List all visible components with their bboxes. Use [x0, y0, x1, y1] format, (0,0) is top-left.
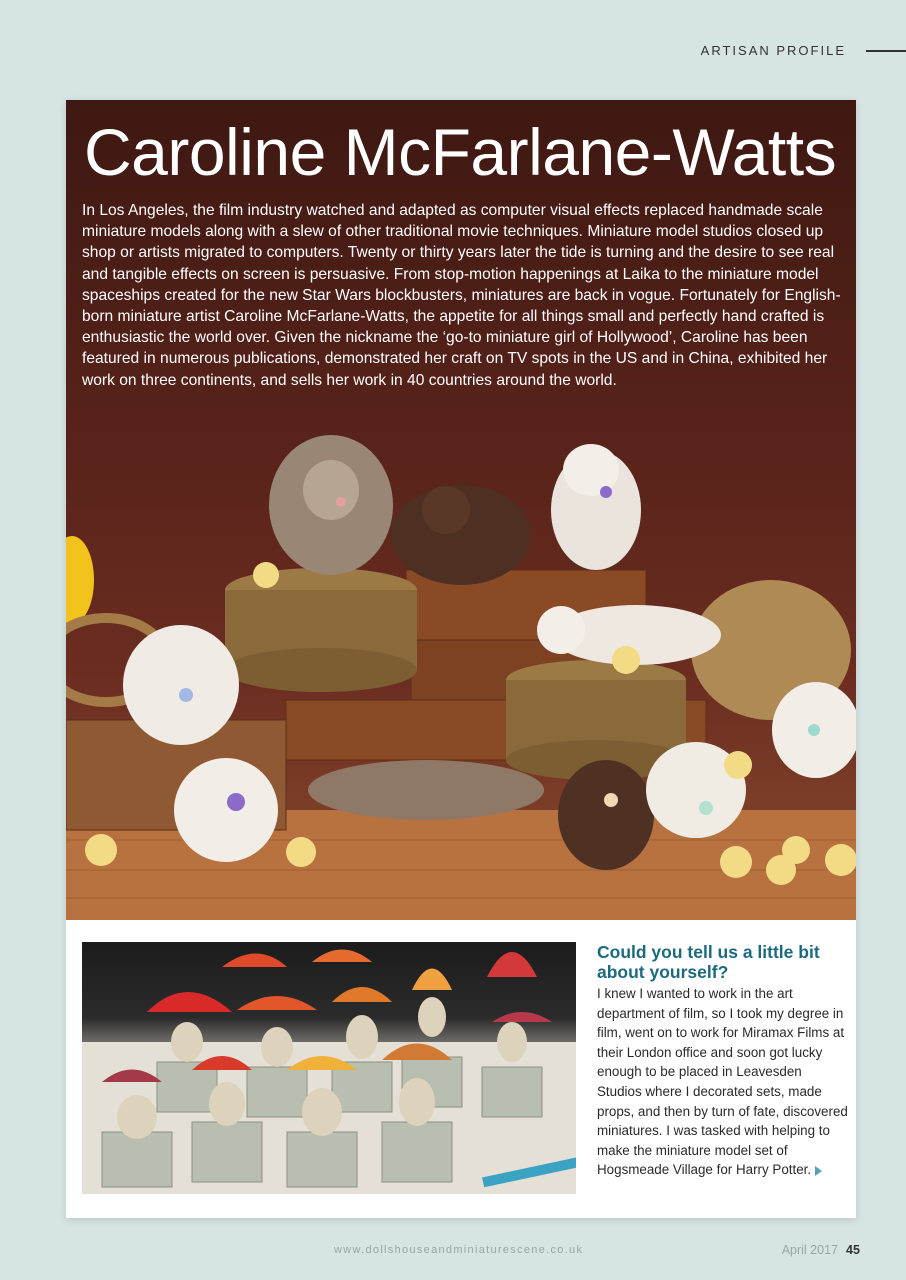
- continue-arrow-icon: [815, 1166, 822, 1176]
- footer-url: www.dollshouseandminiaturescene.co.uk: [334, 1244, 584, 1256]
- interview-question: Could you tell us a little bit about yourself?: [597, 942, 820, 982]
- bunnies-photo-illustration: [66, 430, 856, 920]
- footer-date: April 2017: [781, 1243, 838, 1257]
- page-number: 45: [846, 1243, 860, 1257]
- mushroom-photo: [82, 942, 576, 1194]
- section-rule: [866, 50, 906, 52]
- section-label: ARTISAN PROFILE: [700, 43, 846, 58]
- interview-answer: [597, 984, 849, 1180]
- hero-photo: [66, 100, 856, 920]
- article-bottom-section: [66, 920, 856, 1218]
- article-title: Caroline McFarlane-Watts: [84, 115, 837, 189]
- mushrooms-illustration: [82, 942, 576, 1194]
- article-intro: In Los Angeles, the film industry watched and adapted as computer visual effects replaced handmade scale miniature models along with a slew of other traditional movie techniques. Miniature model studios closed up shop or artists migrated to computers. Twenty or thirty years later the tide is turning and the desire to see real and tangible effects on screen is persuasive. From stop-motion happenings at Laika to the miniature model spaceships created for the new Star Wars blockbusters, miniatures are back in vogue. Fortunately for English-born miniature artist Caroline McFarlane-Watts, the appetite for all things small and perfectly hand crafted is enthusiastic the world over. Given the nickname the ‘go-to miniature girl of Hollywood’, Caroline has been featured in numerous publications, demonstrated her craft on TV spots in the US and in China, exhibited her work on three continents, and sells her work in 40 countries around the world.: [82, 202, 841, 389]
- interview-answer-text: I knew I wanted to work in the art department of film, so I took my degree in film, went on to work for Miramax Films at their London office and soon got lucky enough to be placed in Leavesden Studios where I decorated sets, made props, and then by turn of fate, discovered miniatures. I was tasked with helping to make the miniature model set of Hogsmeade Village for Harry Potter.: [597, 986, 848, 1178]
- article-card: [66, 100, 856, 1218]
